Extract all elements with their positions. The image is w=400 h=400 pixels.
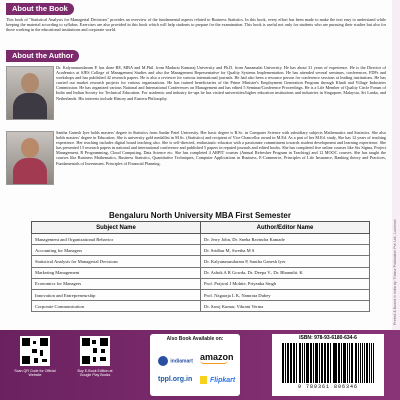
subject-cell: Marketing Management — [32, 267, 201, 278]
table-header-subject: Subject Name — [32, 222, 201, 234]
subject-cell: Accounting for Managers — [32, 245, 201, 256]
amazon-logo[interactable]: amazon — [200, 352, 234, 362]
table-row — [32, 267, 370, 278]
table-row — [32, 289, 370, 300]
also-available-label: Also Book Available on: — [166, 336, 224, 342]
flipkart-logo[interactable]: Flipkart — [200, 376, 235, 384]
subject-cell: Corporate Communication — [32, 301, 201, 312]
author-cell: Prof. Prajwal J Mohite, Priyanka Singh — [201, 278, 370, 289]
subject-cell: Innovation and Entrepreneurship — [32, 289, 201, 300]
about-book-heading: About the Book — [6, 3, 74, 15]
footer-band — [0, 330, 400, 400]
side-strip — [392, 0, 400, 330]
about-book-text: This book of "Statistical Analysis for Managerial Decisions" provides an overview of the fundamental aspects related to Business Statistics. In this book, every effort has been made to make the text easy to understand while keeping the material according to syllabus. Exercises are also provided in this book which will help students to prepare for the examination. This book is useful not only for students who are pursuing their studies but also for those working in the educational institutions and corporate world. — [6, 17, 386, 33]
store-availability-box — [150, 334, 240, 396]
website-qr-code[interactable] — [20, 336, 50, 366]
table-row — [32, 234, 370, 245]
author-cell: Prof. Nagaraja L K, Namrata Dubey — [201, 289, 370, 300]
side-imprint: Printed & Bound in India by: Thakur Publication Pvt. Ltd., Lucknow — [393, 219, 397, 325]
subjects-table — [31, 221, 370, 312]
author-cell: Dr. Kalyanasundaram P, Santha Ganesh Iyer — [201, 256, 370, 267]
university-title: Bengaluru North University MBA First Semester — [109, 211, 291, 220]
indiamart-logo[interactable]: indiamart — [158, 356, 193, 366]
table-header-author: Author/Editor Name — [201, 222, 370, 234]
ebook-qr-code[interactable] — [80, 336, 110, 366]
subject-cell: Statistical Analysis for Managerial Decisions — [32, 256, 201, 267]
table-row — [32, 245, 370, 256]
author1-bio: Dr. Kalyanasundaram P. has done BE, MBA and M.Phil. from Madurai Kamaraj University and Ph.D. from Annamalai University. He has about 31 years of experience. He is the Director of Academics at SJES College of Management Studies and also the Management Representative for Quality Systems Implementation. He has attended several seminars, conferences, FDPs and workshops and has published 42 research papers. He is also a reviewer for various international journals. He had also been a resource person for conference sessions at leading institutions. He has carried out market research projects for various organizations. He has trained beneficiaries of the Prime Minister's Employment Generation Program through Khadi and Village Industries Commission. He has organized various National and International Conferences on Management and has edited 5 Seminar/Conference Proceedings. He is a Life Member of Quality Circle Forum of India and Indian Society for Technical Education. For academic and industry tie-ups he has visited universities/higher education institutions and industries in Singapore, Malaysia, Sri Lanka, and Netherlands. His interests include History and Eastern Philosophy. — [56, 65, 386, 101]
isbn-text: ISBN: 978-93-6180-634-6 — [299, 335, 357, 341]
barcode-digits: 9 789361 806346 — [297, 384, 358, 390]
barcode-box — [272, 334, 384, 396]
subject-cell: Economics for Managers — [32, 278, 201, 289]
table-row — [32, 256, 370, 267]
qr1-label: Scan QR Code for Official Website — [14, 369, 56, 378]
qr2-label: Buy E-Book Edition at Google Play Books — [77, 369, 113, 378]
author-cell: Dr. Ashok A R Gowda, Dr. Deepa V., Dr. Bhanuthi. K — [201, 267, 370, 278]
subject-cell: Management and Organizational Behavior — [32, 234, 201, 245]
about-author-heading: About the Author — [6, 50, 79, 62]
author-cell: Dr. Sridhar M, Swetha M S — [201, 245, 370, 256]
barcode-icon — [282, 343, 374, 383]
author-cell: Dr. Jerry John, Dr. Sneha Ravindra Kamade — [201, 234, 370, 245]
tppl-logo[interactable]: tppl.org.in — [158, 376, 193, 383]
author2-bio: Santha Ganesh Iyer holds masters' degree in Statistics from Sardar Patel University. Her basic degree is B.Sc. in Computer Science with subsidiary subjects Mathematics and Statistics. She also holds masters' degree in Education. She is university gold medallist in M.Sc. (Statistics) and recipient of Vice Chancellor award in M.Ed. As a part of her M.Ed. study, She has 12 years of teaching experience. Her teaching includes digital board teaching also. She is self-directed, enthusiastic educator with a passionate commitment towards student development and learning experience. She has presented 13 research papers in national and international conference and published 5 papers in reputed journals and edited books. She has completed five online courses like Six Sigma, Project Management, R Programming, Cloud Computing, Data Science etc. She has completed 4 ARPIT courses (Annual Refresher Program in Teaching) and 12 MOOC courses. She has taught the courses like Business Mathematics, Business Statistics, Quantitative Techniques, Computer Applications in Business, E-Commerce, Principles of Life Insurance, Banking theory and Practices, Fundamentals of Investment, Principles of Financial Planning. — [56, 130, 386, 166]
table-row — [32, 301, 370, 312]
table-row — [32, 278, 370, 289]
author1-photo — [6, 66, 54, 120]
author-cell: Dr. Saroj Kumar, Vikrant Verma — [201, 301, 370, 312]
author2-photo — [6, 131, 54, 185]
